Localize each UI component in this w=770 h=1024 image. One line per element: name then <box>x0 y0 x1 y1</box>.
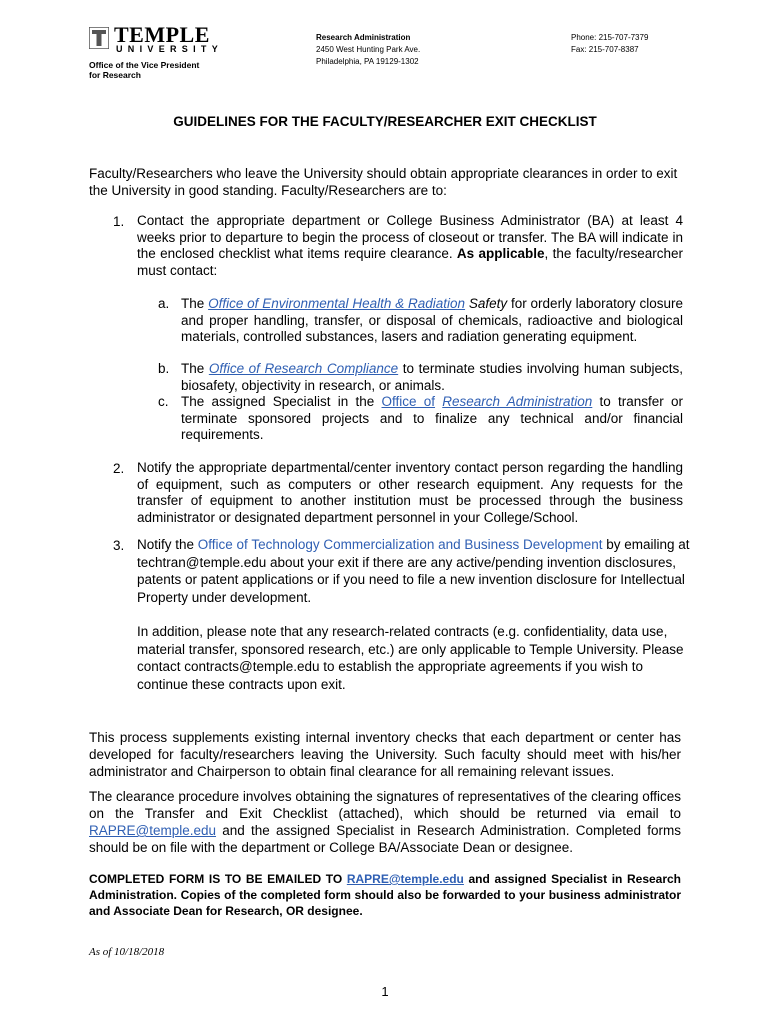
item-3-number: 3. <box>113 538 125 553</box>
item-1a-text: The Office of Environmental Health & Radiation Safety for orderly laboratory closure and proper handling, transfer, or disposal of chemicals, radioactive and biological materials, controlled substances, lasers and radiation generating equipment. <box>181 296 683 344</box>
address-dept: Research Administration <box>316 33 411 42</box>
supplement-paragraph: This process supplements existing internal inventory checks that each department or center has developed for faculty/researchers leaving the University. Such faculty should meet with his/her administrator and Chairperson to obtain final clearance for all remaining relevant issues. <box>89 730 681 779</box>
research-compliance-link[interactable]: Office of Research Compliance <box>208 361 399 376</box>
research-admin-link[interactable]: Research Administration <box>442 394 593 409</box>
item-1c-text: The assigned Specialist in the Office of Research Administration to transfer or terminate sponsored projects and to finalize any technical and/or financial requirements. <box>181 394 684 442</box>
research-admin-link-office[interactable]: Office of <box>381 394 436 409</box>
office-line-1: Office of the Vice President <box>89 60 200 70</box>
as-of-date: As of 10/18/2018 <box>89 946 165 958</box>
item-1a-letter: a. <box>158 296 170 311</box>
clearance-paragraph: The clearance procedure involves obtaining the signatures of representatives of the clearing offices on the Transfer and Exit Checklist (attached), which should be returned via email to RAPRE@temple.edu and the assigned Specialist in Research Administration. Completed forms should be on file with the department or College BA/Associate Dean or designee. <box>89 789 681 855</box>
item-1-number: 1. <box>113 214 125 229</box>
contact-phone: Phone: 215-707-7379 <box>571 33 649 42</box>
temple-t-logo-icon <box>89 27 109 49</box>
item-1b-text: The Office of Research Compliance to terminate studies involving human subjects, biosafety, objectivity in research, or animals. <box>181 361 683 393</box>
item-2-text: Notify the appropriate departmental/center inventory contact person regarding the handling of equipment, such as computers or other research equipment. Any requests for the transfer of equipment to another institution must be processed through the business administrator or designated department personnel in your College/School. <box>137 460 683 525</box>
rapre-email-link[interactable]: RAPRE@temple.edu <box>89 823 217 838</box>
office-line-2: for Research <box>89 70 141 80</box>
address-city: Philadelphia, PA 19129-1302 <box>316 57 419 66</box>
logo-university: UNIVERSITY <box>116 44 224 54</box>
contact-fax: Fax: 215-707-8387 <box>571 45 639 54</box>
item-1c-letter: c. <box>158 394 169 409</box>
item-1-text: Contact the appropriate department or College Business Administrator (BA) at least 4 weeks prior to departure to begin the process of closeout or transfer. The BA will indicate in the enclosed checklist what items require clearance. As applicable, the faculty/researcher must contact: <box>137 213 683 278</box>
item-1b-letter: b. <box>158 361 170 376</box>
page-title: GUIDELINES FOR THE FACULTY/RESEARCHER EXIT CHECKLIST <box>173 114 597 129</box>
completed-form-notice: COMPLETED FORM IS TO BE EMAILED TO RAPRE@temple.edu and assigned Specialist in Research Administration. Copies of the completed form should also be forwarded to your business administrator and Associate Dean for Research, OR designee. <box>89 872 682 918</box>
item-3-contracts-text: In addition, please note that any research-related contracts (e.g. confidentiality, data use, material transfer, sponsored research, etc.) are only applicable to Temple University. Please contact contracts@temple.edu to establish the appropriate agreements if you wish to continue these contracts upon exit. <box>137 624 684 692</box>
page-number: 1 <box>381 984 389 999</box>
ehr-office-link[interactable]: Office of Environmental Health & Radiation <box>208 296 466 311</box>
item-3-text: Notify the Office of Technology Commercialization and Business Development by emailing at techtran@temple.edu about your exit if there are any active/pending invention disclosures, patents or patent applications or if you need to file a new invention disclosure for Intellectual Property under development. <box>137 537 690 605</box>
rapre-email-link-2[interactable]: RAPRE@temple.edu <box>346 872 464 886</box>
logo-wordmark: TEMPLE <box>114 22 210 47</box>
techcomm-office-link[interactable]: Office of Technology Commercialization and Business Development <box>197 537 603 552</box>
item-2-number: 2. <box>113 461 125 476</box>
address-street: 2450 West Hunting Park Ave. <box>316 45 421 54</box>
intro-paragraph: Faculty/Researchers who leave the University should obtain appropriate clearances in order to exit the University in good standing. Faculty/Researchers are to: <box>89 166 678 198</box>
